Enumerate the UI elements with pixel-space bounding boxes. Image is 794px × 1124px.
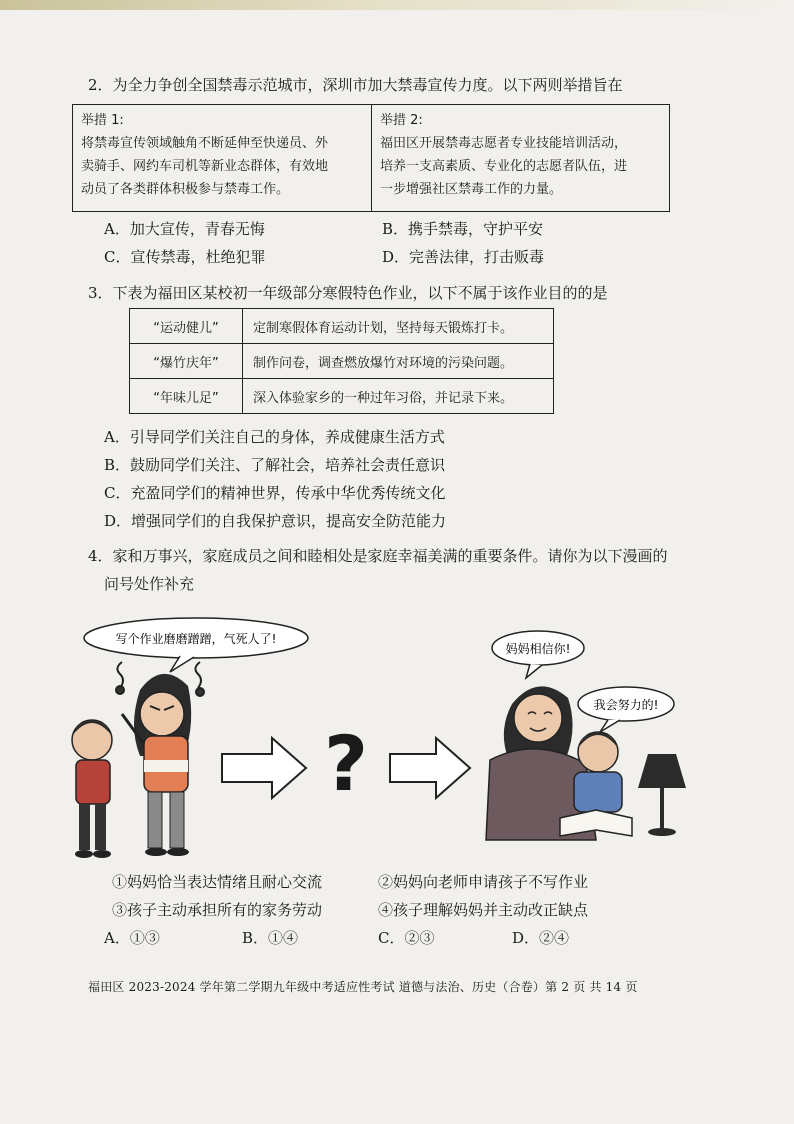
measure2-cell — [372, 105, 669, 211]
homework-name: “年味儿足” — [130, 379, 243, 414]
angry-mom-speech-bubble — [84, 618, 308, 672]
q3-stem: 3．下表为福田区某校初一年级部分寒假特色作业，以下不属于该作业目的的是 — [88, 284, 608, 302]
q2-stem: 2．为全力争创全国禁毒示范城市，深圳市加大禁毒宣传力度。以下两则举措旨在 — [88, 76, 623, 94]
desk-lamp-icon — [638, 754, 686, 836]
measure1-title: 举措 1: — [81, 113, 124, 128]
angry-mom-figure — [122, 674, 191, 856]
measure1-cell — [73, 105, 372, 211]
homework-desc: 深入体验家乡的一种过年习俗，并记录下来。 — [243, 379, 554, 414]
family-cartoon — [60, 610, 750, 870]
page-footer: 福田区 2023-2024 学年第二学期九年级中考适应性考试 道德与法治、历史（合卷）第 2 页 共 14 页 — [88, 980, 638, 994]
q3-option-a[interactable]: A．引导同学们关注自己的身体，养成健康生活方式 — [104, 428, 445, 446]
table-row — [130, 344, 554, 379]
bubble-mom-text: 妈妈相信你! — [505, 642, 571, 656]
q3-option-b[interactable]: B．鼓励同学们关注、了解社会，培养社会责任意识 — [104, 456, 446, 474]
q4-option-a[interactable]: A．①③ — [104, 929, 160, 947]
measure2-title: 举措 2: — [380, 113, 423, 128]
right-arrow-icon — [222, 738, 306, 798]
q4-option-d[interactable]: D．②④ — [512, 929, 570, 947]
bubble-kid-text: 我会努力的! — [593, 698, 659, 712]
q4-statement-4: ④孩子理解妈妈并主动改正缺点 — [378, 901, 589, 919]
measure2-line: 培养一支高素质、专业化的志愿者队伍，进 — [380, 159, 628, 174]
q4-stem-line1: 4．家和万事兴，家庭成员之间和睦相处是家庭幸福美满的重要条件。请你为以下漫画的 — [88, 547, 668, 565]
q4-statement-3: ③孩子主动承担所有的家务劳动 — [112, 901, 323, 919]
q2-option-b[interactable]: B．携手禁毒，守护平安 — [382, 220, 544, 238]
studying-child-figure — [574, 732, 622, 812]
table-row — [130, 309, 554, 344]
right-arrow-icon — [390, 738, 470, 798]
q4-statement-2: ②妈妈向老师申请孩子不写作业 — [378, 873, 589, 891]
measure2-line: 一步增强社区禁毒工作的力量。 — [380, 182, 563, 197]
homework-desc: 制作问卷，调查燃放爆竹对环境的污染问题。 — [243, 344, 554, 379]
q2-option-a[interactable]: A．加大宣传，青春无悔 — [104, 220, 265, 238]
q3-homework-table — [129, 308, 554, 414]
q4-stem-line2: 问号处作补充 — [104, 575, 195, 593]
homework-desc: 定制寒假体育运动计划，坚持每天锻炼打卡。 — [243, 309, 554, 344]
q3-option-c[interactable]: C．充盈同学们的精神世界，传承中华优秀传统文化 — [104, 484, 446, 502]
q4-option-b[interactable]: B．①④ — [242, 929, 299, 947]
q4-statement-1: ①妈妈恰当表达情绪且耐心交流 — [112, 873, 323, 891]
measure1-line: 将禁毒宣传领域触角不断延伸至快递员、外 — [81, 136, 329, 151]
mom-speech-bubble — [492, 631, 584, 678]
measure1-line: 动员了各类群体积极参与禁毒工作。 — [81, 182, 290, 197]
q2-option-d[interactable]: D．完善法律，打击贩毒 — [382, 248, 545, 266]
q4-option-c[interactable]: C．②③ — [378, 929, 435, 947]
question-mark: ? — [323, 719, 369, 808]
measure1-line: 卖骑手、网约车司机等新业态群体，有效地 — [81, 159, 329, 174]
kid-speech-bubble — [578, 687, 674, 732]
table-row — [130, 379, 554, 414]
q3-option-d[interactable]: D．增强同学们的自我保护意识，提高安全防范能力 — [104, 512, 447, 530]
measure2-line: 福田区开展禁毒志愿者专业技能培训活动， — [380, 136, 628, 151]
bubble-left-text: 写个作业磨磨蹭蹭，气死人了! — [115, 632, 277, 646]
homework-name: “运动健儿” — [130, 309, 243, 344]
scolded-child-figure — [72, 720, 112, 858]
homework-name: “爆竹庆年” — [130, 344, 243, 379]
q2-option-c[interactable]: C．宣传禁毒，杜绝犯罪 — [104, 248, 266, 266]
q2-measures-box — [72, 104, 670, 212]
